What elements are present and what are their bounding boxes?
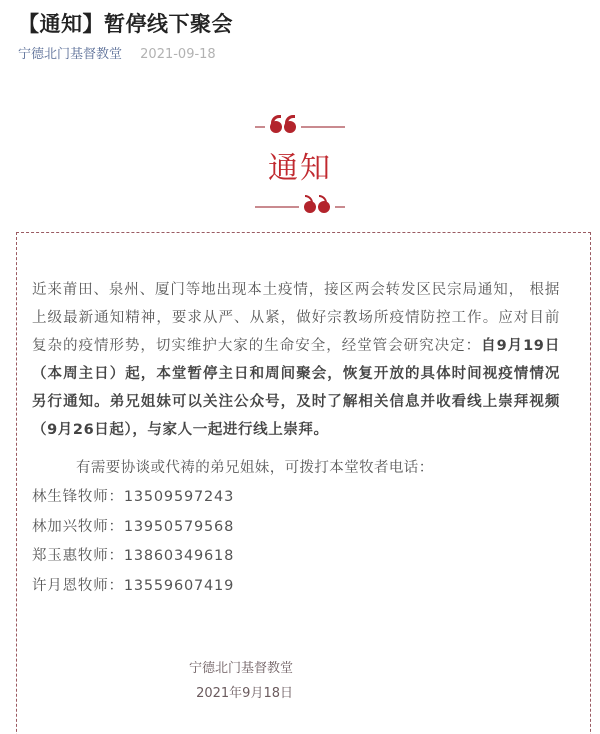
divider-line [301, 126, 345, 128]
contact-intro: 有需要协谈或代祷的弟兄姐妹，可拨打本堂牧者电话： [76, 460, 434, 476]
pastor-contact-list [32, 483, 234, 601]
phone-number[interactable]: 13559607419 [123, 577, 235, 594]
notice-text-plain: 近来莆田、泉州、厦门等地出现本土疫情，接区两会转发区民宗局通知， 根据上级最新通知精神，要求从严、从紧，做好宗教场所疫情防控工作。应对目前复杂的疫情形势，切实维护大家的生命安全，经堂管会研究决定： [32, 282, 560, 354]
contact-item: 郑玉惠牧师：13860349618 [32, 548, 235, 564]
pastor-name: 郑玉惠牧师 [32, 548, 109, 564]
publish-date: 2021-09-18 [140, 47, 216, 62]
pastor-name: 林生锋牧师 [32, 489, 109, 505]
signature-date: 2021年9月18日 [196, 686, 293, 701]
pastor-name: 林加兴牧师 [32, 518, 109, 535]
divider-line [255, 206, 299, 208]
top-quote-divider [0, 116, 600, 138]
divider-line [335, 206, 345, 208]
article-meta [18, 45, 216, 65]
close-quote-icon [303, 201, 331, 213]
notice-heading: 通知 [268, 151, 332, 186]
account-name-link[interactable]: 宁德北门基督教堂 [18, 47, 123, 62]
contact-item: 林生锋牧师：13509597243 [32, 489, 235, 505]
open-quote-icon [269, 121, 297, 133]
contact-item: 林加兴牧师：13950579568 [32, 518, 235, 535]
signature-organization: 宁德北门基督教堂 [188, 661, 293, 676]
pastor-name: 许月恩牧师 [32, 577, 109, 594]
contact-item: 许月恩牧师：13559607419 [32, 577, 235, 594]
bottom-quote-divider [0, 196, 600, 218]
notice-text-bold: 自9月19日（本周主日）起，本堂暂停主日和周间聚会，恢复开放的具体时间视疫情情况另行通知。弟兄姐妹可以关注公众号，及时了解相关信息并收看线上崇拜视频（9月26日起），与家人一起进行线上崇拜。 [32, 338, 560, 438]
phone-number[interactable]: 13950579568 [123, 518, 235, 535]
article-title: 【通知】暂停线下聚会 [18, 12, 233, 36]
phone-number[interactable]: 13509597243 [123, 489, 235, 505]
divider-line [255, 126, 265, 128]
notice-paragraph [32, 276, 560, 444]
phone-number[interactable]: 13860349618 [123, 548, 235, 564]
